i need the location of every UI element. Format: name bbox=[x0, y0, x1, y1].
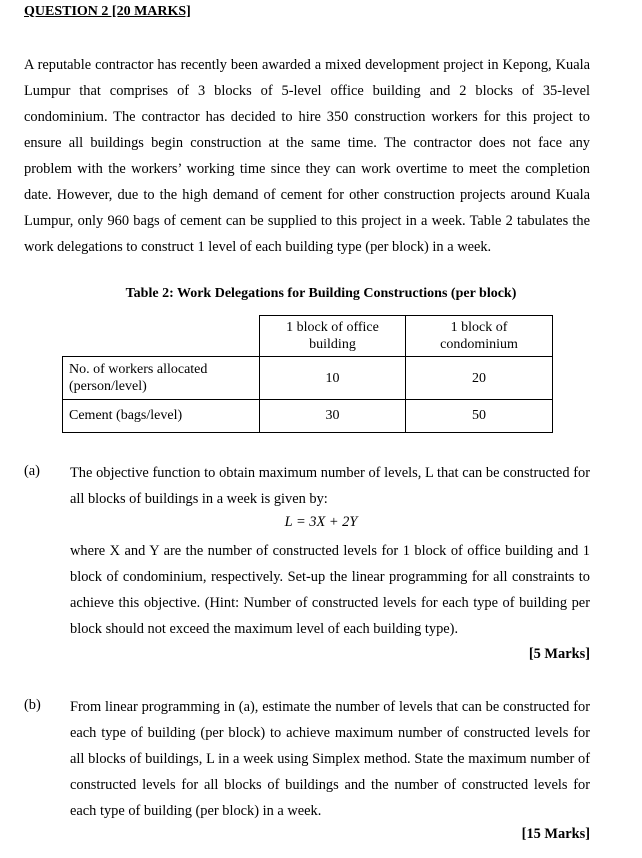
cell-workers-condominium: 20 bbox=[406, 357, 553, 400]
part-b-marks: [15 Marks] bbox=[521, 826, 590, 842]
part-a-marks: [5 Marks] bbox=[528, 646, 590, 662]
part-a-text: The objective function to obtain maximum number of levels, L that can be constructed for all blocks of buildings in a week is given by: bbox=[70, 465, 590, 507]
table-row bbox=[63, 357, 553, 400]
row-label-cement: Cement (bags/level) bbox=[63, 400, 260, 433]
question-intro: A reputable contractor has recently been awarded a mixed development project in Kepong, Kuala Lumpur that comprises of 3 blocks of 5-level office building and 2 blocks of 35-level condominium. The contractor has decided to hire 350 construction workers for this project to ensure all buildings begin construction at the same time. The contractor does not face any problem with the workers’ working time since they can work overtime to meet the completion date. However, due to the high demand of cement for other construction projects around Kuala Lumpur, only 960 bags of cement can be supplied to this project in a week. Table 2 tabulates the work delegations to construct 1 level of each building type (per block) in a week. bbox=[24, 57, 590, 255]
cell-workers-office: 10 bbox=[260, 357, 406, 400]
work-delegation-table bbox=[62, 315, 553, 433]
part-b-label: (b) bbox=[24, 697, 41, 713]
part-a-constraints-text: where X and Y are the number of constructed levels for 1 block of office building and 1 block of condominium, respectively. Set-up the linear programming for all constraints to achieve this objective. (Hint: Number of constructed levels for each type of building per block should not exceed the maximum level of each building type). bbox=[70, 543, 590, 637]
table-header-row bbox=[63, 316, 553, 357]
table-caption: Table 2: Work Delegations for Building Constructions (per block) bbox=[125, 286, 517, 301]
column-header-condominium: 1 block of condominium bbox=[406, 316, 553, 357]
column-header-office: 1 block of office building bbox=[260, 316, 406, 357]
part-a-label: (a) bbox=[24, 463, 40, 479]
table-row bbox=[63, 400, 553, 433]
cell-cement-condominium: 50 bbox=[406, 400, 553, 433]
cell-cement-office: 30 bbox=[260, 400, 406, 433]
question-heading: QUESTION 2 [20 MARKS] bbox=[24, 4, 191, 19]
row-label-workers: No. of workers allocated (person/level) bbox=[63, 357, 260, 400]
objective-function: L = 3X + 2Y bbox=[284, 514, 358, 530]
table-corner-cell bbox=[63, 316, 260, 357]
part-b-text: From linear programming in (a), estimate the number of levels that can be constructed for each type of building (per block) to achieve maximum number of constructed levels for all blocks of buildings, L in a week using Simplex method. State the maximum number of constructed levels for all blocks of buildings and the number of constructed levels for each type of building (per block) in a week. bbox=[70, 699, 590, 819]
